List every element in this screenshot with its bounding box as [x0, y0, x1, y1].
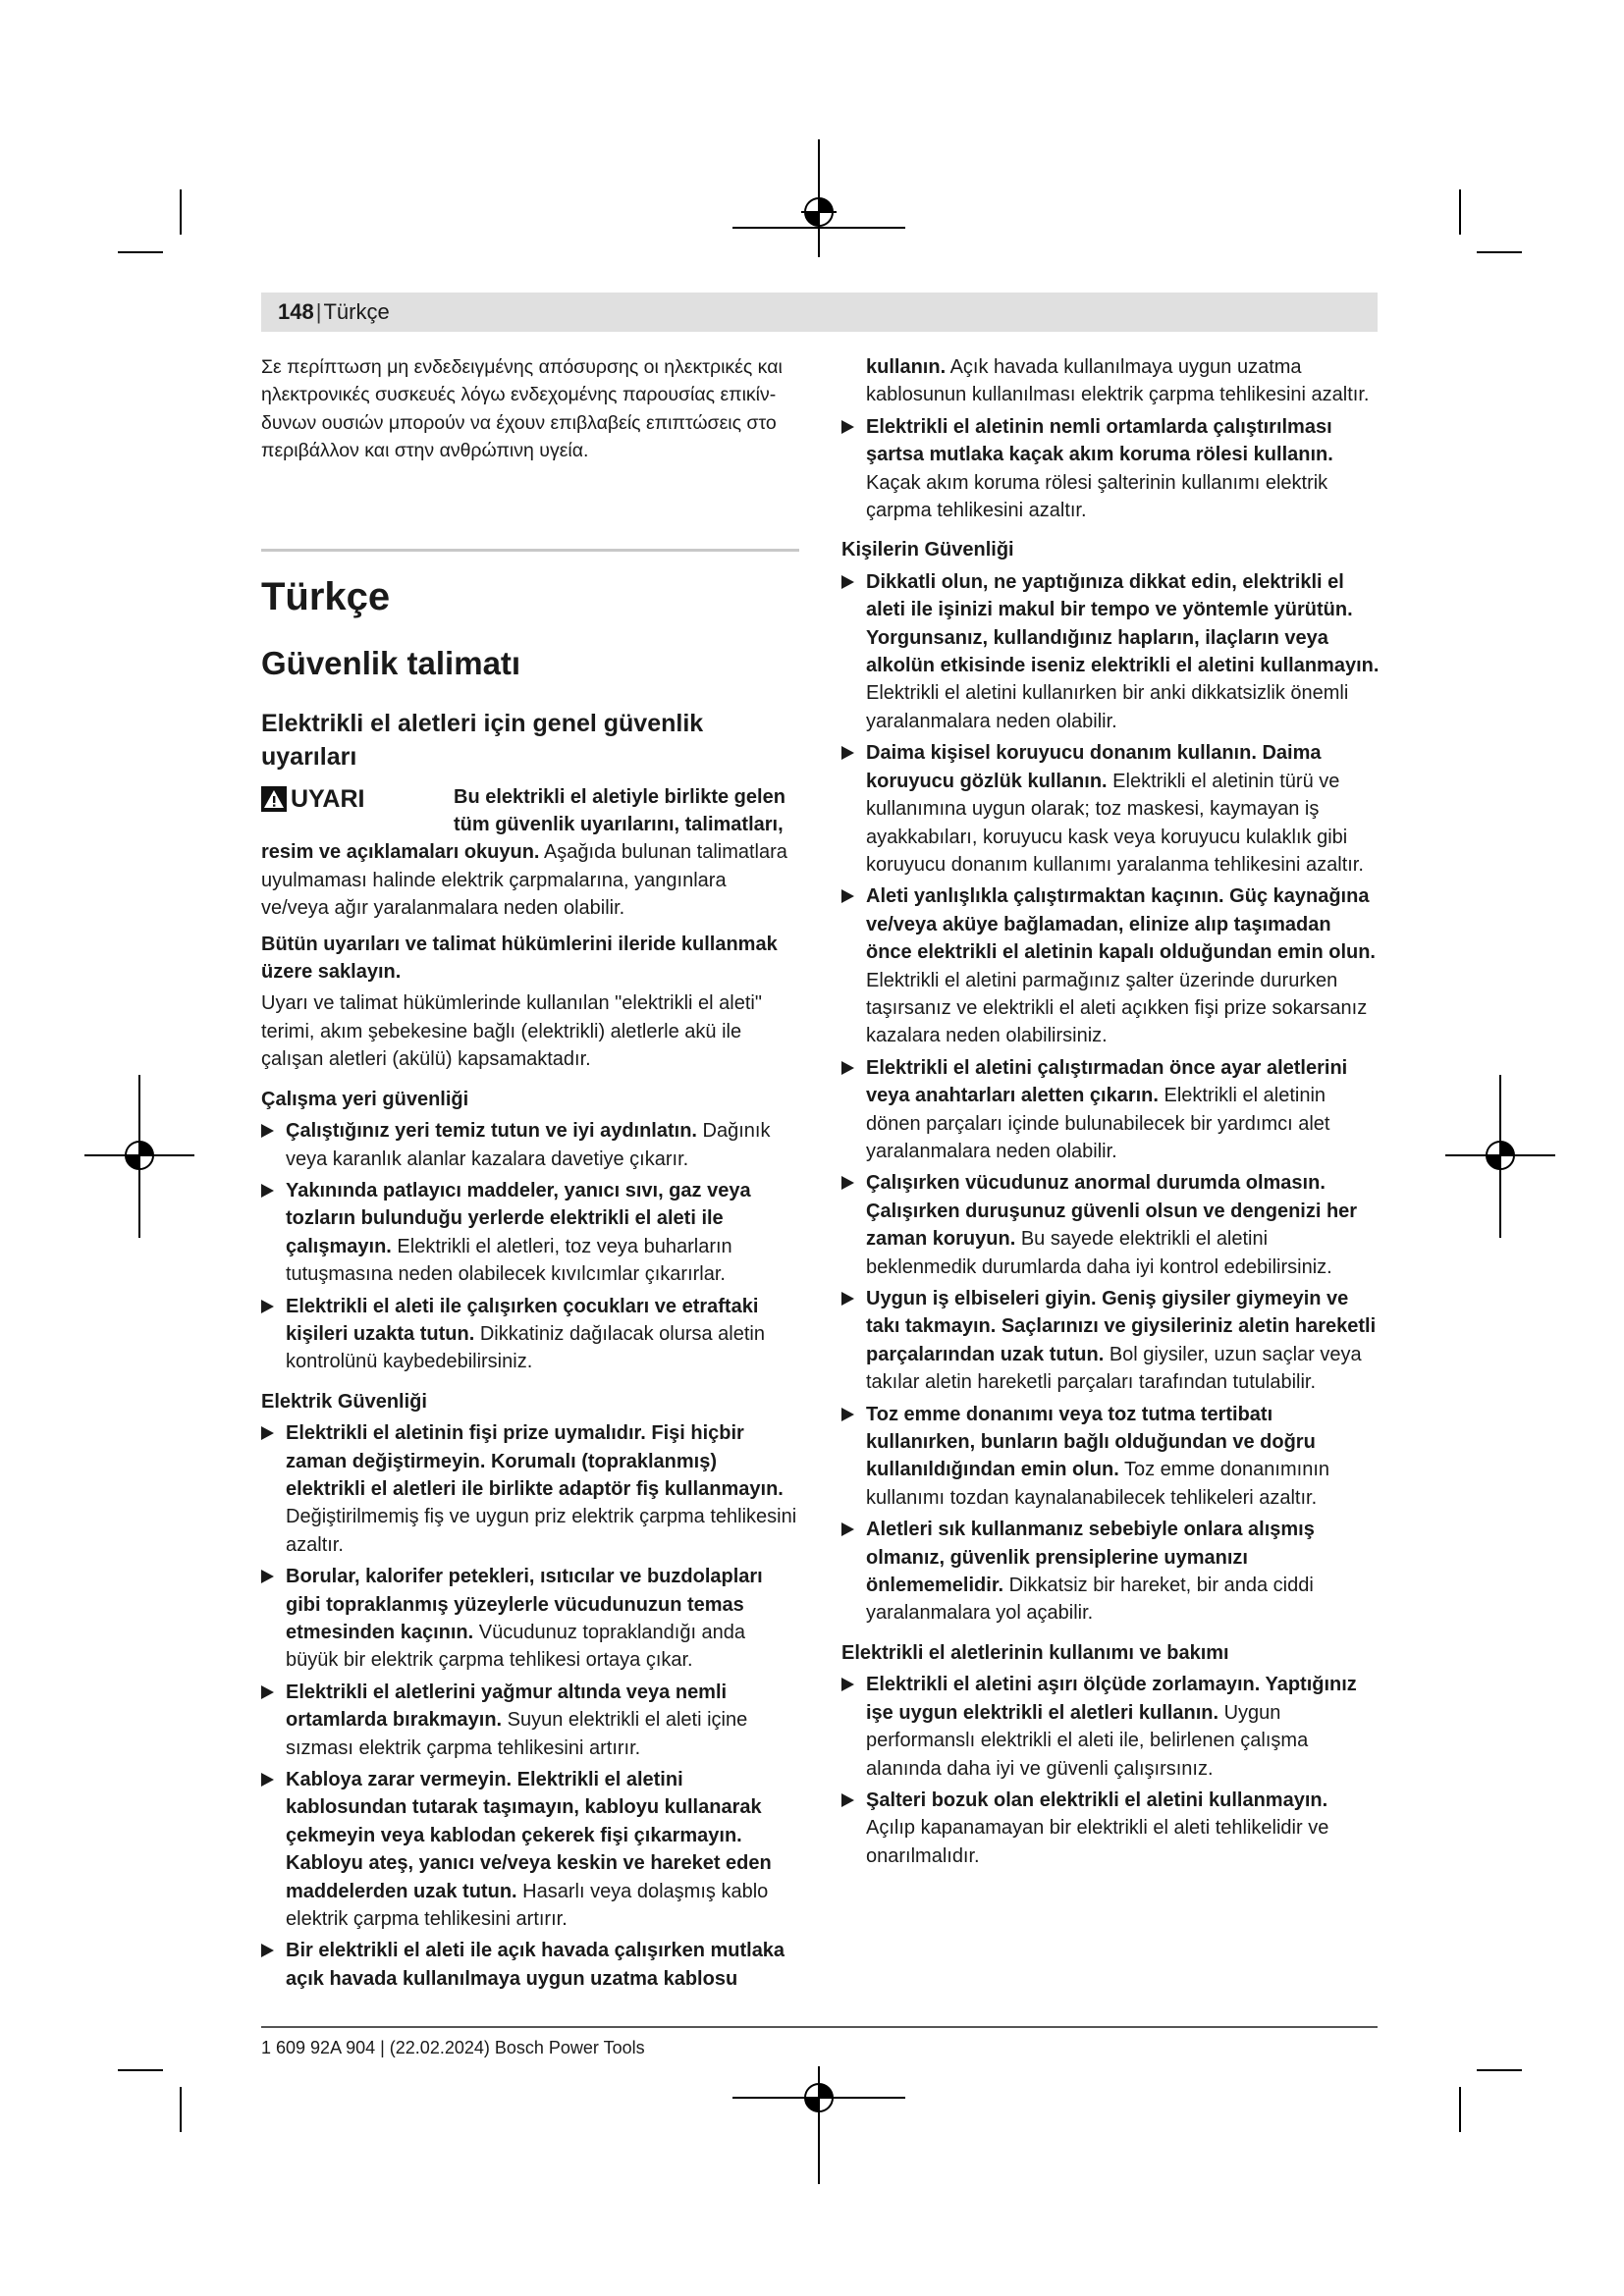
item-text: Elektrikli el aletleri, toz veya buharların tutuşmasına neden olabilecek kıvılcımlar çıkarırlar. — [286, 1235, 732, 1286]
registration-target-icon — [122, 1138, 157, 1173]
warning-label — [261, 783, 454, 838]
item-text: Dağınık veya karanlık alanlar kazalara davetiye çıkarır. — [286, 1120, 771, 1170]
list-item — [841, 1401, 1380, 1513]
item-bold: Dikkatli olun, ne yaptığınıza dikkat edin, elektrikli el aleti ile işinizi makul bir tempo ve yöntemle yürütün. Yorgunsanız, kullandığınız hapların, ilaçların veya alkolün etkisinde iseniz elektrikli el aletini kullanmayın. — [866, 570, 1380, 677]
section-divider — [261, 549, 799, 552]
item-bold: Daima kişisel koruyucu donanım kullanın. Daima koruyucu gözlük kullanın. — [866, 742, 1322, 792]
bullet-triangle-icon — [841, 746, 854, 760]
bullet-triangle-icon — [841, 889, 854, 903]
crop-mark — [1459, 189, 1461, 235]
list-item — [841, 413, 1380, 525]
item-text: Vücudunuz topraklandığı anda büyük bir elektrik çarpma tehlikesi ortaya çıkar. — [286, 1622, 746, 1672]
right-column — [841, 353, 1380, 1870]
bullet-triangle-icon — [841, 1408, 854, 1421]
item-bold: Elektrikli el aletinin nemli ortamlarda çalıştırılması şartsa mutlaka kaçak akım koruma rölesi kullanın. — [866, 415, 1333, 466]
item-text: Toz emme donanımının kullanımı tozdan kaynalanabilecek tehlikeleri azaltır. — [866, 1459, 1329, 1509]
electrical-safety-heading: Elektrik Güvenliği — [261, 1390, 427, 1413]
crop-mark — [1459, 2087, 1461, 2132]
bullet-triangle-icon — [261, 1685, 274, 1699]
list-item — [261, 1293, 799, 1376]
item-bold: Çalışırken vücudunuz anormal durumda olmasın. Çalışırken duruşunuz güvenli olsun ve dengenizi her zaman koruyun. — [866, 1172, 1358, 1251]
item-bold: Kabloya zarar vermeyin. Elektrikli el aletini kablosundan tutarak taşımayın, kabloyu kullanarak çekmeyin veya kablodan çekerek fişi çıkarmayın. Kabloyu ateş, yanıcı ve/veya keskin ve hareket eden maddelerden uzak tutun. — [286, 1769, 772, 1902]
bullet-triangle-icon — [841, 1522, 854, 1536]
header-text — [278, 300, 390, 324]
item-bold: Aletleri sık kullanmanız sebebiyle onlara alışmış olmanız, güvenlik prensiplerine uymanızı önlememelidir. — [866, 1519, 1315, 1597]
list-item — [841, 1169, 1380, 1281]
item-text: Açılıp kapanamayan bir elektrikli el aleti tehlikelidir ve onarılmalıdır. — [866, 1817, 1329, 1867]
crop-mark — [180, 2087, 182, 2132]
item-text: Hasarlı veya dolaşmış kablo elektrik çarpma tehlikesini artırır. — [286, 1880, 769, 1931]
personal-safety-heading: Kişilerin Güvenliği — [841, 539, 1014, 561]
list-item — [841, 1787, 1380, 1870]
bullet-triangle-icon — [261, 1300, 274, 1313]
bullet-triangle-icon — [261, 1184, 274, 1198]
item-bold: Elektrikli el aletini çalıştırmadan önce ayar aletlerini veya anahtarları aletten çıkarın. — [866, 1056, 1348, 1107]
bullet-triangle-icon — [261, 1773, 274, 1787]
item-text: Dikkatiniz dağılacak olursa aletin kontrolünü kaybedebilirsiniz. — [286, 1322, 765, 1373]
crop-mark — [118, 251, 163, 253]
crop-mark — [1477, 251, 1522, 253]
list-item — [261, 1563, 799, 1675]
continued-bold: kullanın. — [866, 356, 947, 378]
definition-paragraph: Uyarı ve talimat hükümlerinde kullanılan "elektrikli el aleti" terimi, akım şebekesine bağlı (elektrikli) aletlerle akü ile çalışan aletleri (akülü) kapsamaktadır. — [261, 992, 762, 1071]
crop-mark — [1477, 2069, 1522, 2071]
list-item — [841, 1285, 1380, 1397]
item-text: Değiştirilmemiş fiş ve uygun priz elektrik çarpma tehlikesini azaltır. — [286, 1506, 797, 1556]
bullet-triangle-icon — [261, 1944, 274, 1957]
item-text: Elektrikli el aletini kullanırken bir anki dikkatsizlik önemli yaralanmalara neden olabilir. — [866, 682, 1349, 732]
footer-rule — [261, 2026, 1378, 2028]
keep-instructions-note: Bütün uyarıları ve talimat hükümlerini ileride kullanmak üzere saklayın. — [261, 933, 778, 984]
continued-text: Açık havada kullanılmaya uygun uzatma kablosunun kullanılması elektrik çarpma tehlikesini azaltır. — [866, 356, 1370, 406]
page-header — [261, 293, 1378, 332]
tool-use-heading: Elektrikli el aletlerinin kullanımı ve bakımı — [841, 1641, 1229, 1664]
greek-notice: Σε περίπτωση μη ενδεδειγμένης απόσυρσης οι ηλεκτρικές και ηλεκτρονικές συσκευές λόγω ενδεχομένης παρουσίας επικίν-δυνων ουσιών μπορούν να έχουν επιβλαβείς επιπτώσεις στο περιβάλλον και στην ανθρώπινη υγεία. — [261, 356, 783, 462]
item-bold: Elektrikli el aletinin fişi prize uymalıdır. Fişi hiçbir zaman değiştirmeyin. Korumalı (topraklanmış) elektrikli el aletleri ile birlikte adaptör fiş kullanmayın. — [286, 1422, 784, 1500]
bullet-triangle-icon — [841, 1061, 854, 1075]
bullet-triangle-icon — [841, 420, 854, 434]
language-title: Türkçe — [261, 574, 391, 618]
page-title: Güvenlik talimatı — [261, 644, 521, 681]
list-item — [261, 1766, 799, 1933]
continued-paragraph — [841, 353, 1380, 409]
crop-mark — [118, 2069, 163, 2071]
item-text: Uygun performanslı elektrikli el aleti ile, belirlenen çalışma alanında daha iyi ve güvenli çalışırsınız. — [866, 1701, 1309, 1780]
list-item — [841, 882, 1380, 1049]
page-number: 148 — [278, 299, 314, 324]
list-item — [261, 1117, 799, 1173]
item-bold: Elektrikli el aletini aşırı ölçüde zorlamayın. Yaptığınız işe uygun elektrikli el aletleri kullanın. — [866, 1674, 1357, 1724]
bullet-triangle-icon — [841, 1678, 854, 1691]
bullet-triangle-icon — [261, 1570, 274, 1583]
item-text: Elektrikli el aletinin dönen parçaları içinde bulunabilecek bir yardımcı alet yaralanmalara neden olabilir. — [866, 1085, 1330, 1162]
item-text: Kaçak akım koruma rölesi şalterinin kullanımı elektrik çarpma tehlikesini azaltır. — [866, 471, 1328, 522]
section-subtitle: Elektrikli el aletleri için genel güvenlik uyarıları — [261, 709, 704, 771]
item-text: Dikkatsiz bir hareket, bir anda ciddi yaralanmalara yol açabilir. — [866, 1575, 1314, 1625]
warning-text: Aşağıda bulunan talimatlara uyulmaması halinde elektrik çarpmalarına, yangınlara ve/veya ağır yaralanmalara neden olabilir. — [261, 841, 787, 920]
list-item — [841, 1054, 1380, 1166]
registration-target-icon — [801, 2080, 837, 2115]
list-item — [841, 1516, 1380, 1628]
header-language: Türkçe — [323, 299, 390, 324]
list-item — [841, 739, 1380, 879]
item-bold: Elektrikli el aletlerini yağmur altında veya nemli ortamlarda bırakmayın. — [286, 1681, 728, 1732]
bullet-triangle-icon — [261, 1124, 274, 1138]
header-separator: | — [315, 299, 322, 324]
bullet-triangle-icon — [841, 1176, 854, 1190]
item-text: Suyun elektrikli el aleti içine sızması elektrik çarpma tehlikesini artırır. — [286, 1709, 748, 1759]
item-bold: Bir elektrikli el aleti ile açık havada çalışırken mutlaka açık havada kullanılmaya uygun uzatma kablosu — [286, 1940, 785, 1990]
item-bold: Aleti yanlışlıkla çalıştırmaktan kaçının. Güç kaynağına ve/veya aküye bağlamadan, elinize alıp taşımadan önce elektrikli el aletinin kapalı olduğundan emin olun. — [866, 885, 1376, 964]
list-item — [261, 1937, 799, 1993]
list-item — [261, 1177, 799, 1289]
bullet-triangle-icon — [841, 1793, 854, 1807]
warning-block — [261, 783, 799, 923]
item-text: Bu sayede elektrikli el aletini beklenmedik durumlarda daha iyi kontrol edebilirsiniz. — [866, 1228, 1332, 1278]
item-text: Bol giysiler, uzun saçlar veya takılar aletin hareketli parçaları tarafından tutulabilir. — [866, 1343, 1362, 1394]
list-item — [841, 1671, 1380, 1783]
item-bold: Yakınında patlayıcı maddeler, yanıcı sıvı, gaz veya tozların bulunduğu yerlerde elektrikli el aleti ile çalışmayın. — [286, 1179, 751, 1257]
crop-mark — [180, 189, 182, 235]
registration-target-icon — [1483, 1138, 1518, 1173]
item-bold: Uygun iş elbiseleri giyin. Geniş giysiler giymeyin ve takı takmayın. Saçlarınızı ve giysileriniz aletin hareketli parçalarından uzak tutun. — [866, 1288, 1377, 1365]
item-bold: Borular, kalorifer petekleri, ısıtıcılar ve buzdolapları gibi topraklanmış yüzeylerle vücudunuzun temas etmesinden kaçının. — [286, 1566, 763, 1643]
item-bold: Şalteri bozuk olan elektrikli el aletini kullanmayın. — [866, 1789, 1328, 1811]
warning-label-text: UYARI — [291, 784, 365, 813]
work-area-heading: Çalışma yeri güvenliği — [261, 1088, 469, 1110]
warning-triangle-icon — [261, 786, 287, 812]
left-column — [261, 353, 799, 1993]
item-text: Elektrikli el aletinin türü ve kullanımına uygun olarak; toz maskesi, kaymayan iş ayakkabıları, koruyucu kask veya koruyucu kulaklık gibi koruyucu donanım kullanımı yaralanma tehlikesini azaltır. — [866, 770, 1364, 876]
registration-target-icon — [801, 194, 837, 230]
list-item — [261, 1419, 799, 1559]
item-bold: Elektrikli el aleti ile çalışırken çocukları ve etraftaki kişileri uzakta tutun. — [286, 1295, 759, 1345]
item-bold: Toz emme donanımı veya toz tutma tertibatı kullanırken, bunların bağlı olduğundan ve doğru kullanıldığından emin olun. — [866, 1403, 1316, 1481]
page-footer: 1 609 92A 904 | (22.02.2024) Bosch Power Tools — [261, 2038, 645, 2057]
bullet-triangle-icon — [841, 575, 854, 589]
bullet-triangle-icon — [841, 1292, 854, 1306]
bullet-triangle-icon — [261, 1426, 274, 1440]
item-bold: Çalıştığınız yeri temiz tutun ve iyi aydınlatın. — [286, 1120, 697, 1143]
warning-bold-text: Bu elektrikli el aletiyle birlikte gelen tüm güvenlik uyarılarını, talimatları, resim ve açıklamaları okuyun. — [261, 785, 785, 864]
list-item — [261, 1679, 799, 1762]
item-text: Elektrikli el aletini parmağınız şalter üzerinde dururken taşırsanız ve elektrikli el aleti açıkken fişi prize sokarsanız kazalara neden olabilirsiniz. — [866, 969, 1368, 1047]
list-item — [841, 568, 1380, 735]
